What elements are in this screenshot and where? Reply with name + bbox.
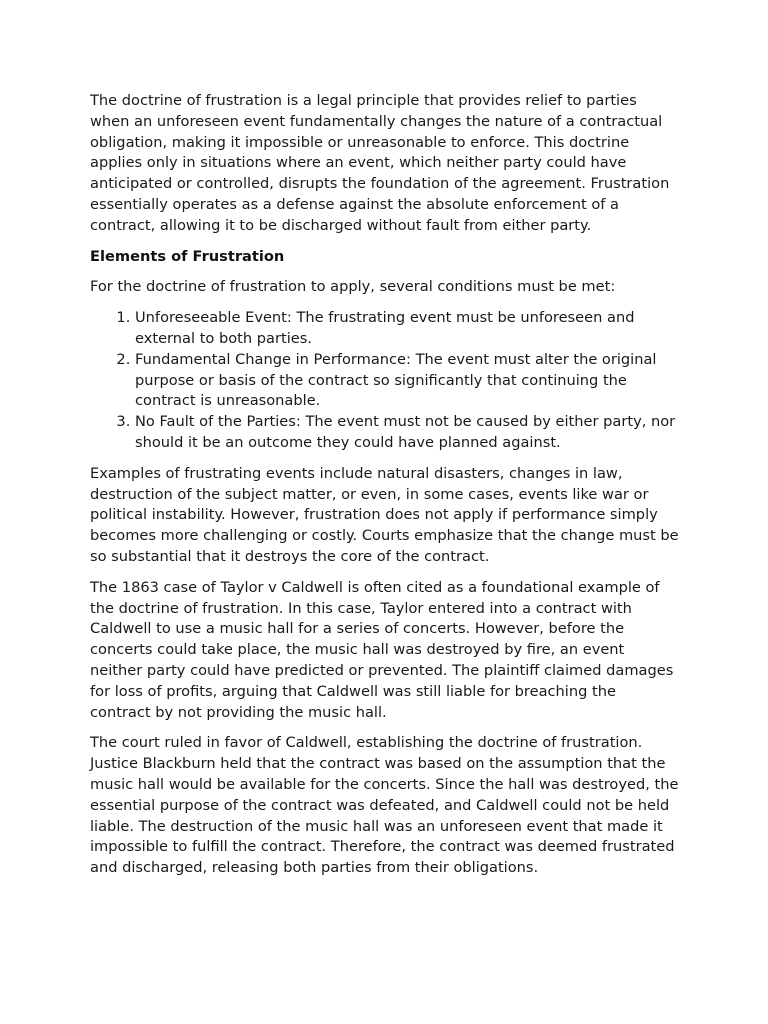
- list-item: 3. No Fault of the Parties: The event must not be caused by either party, nor should it be an outcome they could have planned against.: [135, 412, 680, 454]
- list-item: 2. Fundamental Change in Performance: The event must alter the original purpose or basis of the contract so significantly that continuing the contract is unreasonable.: [135, 350, 680, 412]
- intro-paragraph: The doctrine of frustration is a legal principle that provides relief to parties when an unforeseen event fundamentally changes the nature of a contractual obligation, making it impossible or unreasonable to enforce. This doctrine applies only in situations where an event, which neither party could have anticipated or controlled, disrupts the foundation of the agreement. Frustration essentially operates as a defense against the absolute enforcement of a contract, allowing it to be discharged without fault from either party.: [90, 92, 670, 234]
- case-paragraph: The 1863 case of Taylor v Caldwell is often cited as a foundational example of the doctrine of frustration. In this case, Taylor entered into a contract with Caldwell to use a music hall for a series of concerts. However, before the concerts could take place, the music hall was destroyed by fire, an event neither party could have predicted or prevented. The plaintiff claimed damages for loss of profits, arguing that Caldwell was still liable for breaching the contract by not providing the music hall.: [90, 578, 674, 721]
- section-heading: Elements of Frustration: [90, 247, 285, 265]
- conditions-list: [90, 308, 680, 454]
- ruling-paragraph: The court ruled in favor of Caldwell, establishing the doctrine of frustration. Justice Blackburn held that the contract was based on the assumption that the music hall would be available for the concerts. Since the hall was destroyed, the essential purpose of the contract was defeated, and Caldwell could not be held liable. The destruction of the music hall was an unforeseen event that made it impossible to fulfill the contract. Therefore, the contract was deemed frustrated and discharged, releasing both parties from their obligations.: [90, 734, 679, 877]
- list-item: 1. Unforeseeable Event: The frustrating event must be unforeseen and external to both parties.: [135, 308, 680, 350]
- list-intro-paragraph: For the doctrine of frustration to apply, several conditions must be met:: [90, 278, 616, 296]
- document-page: [90, 91, 680, 889]
- examples-paragraph: Examples of frustrating events include natural disasters, changes in law, destruction of the subject matter, or even, in some cases, events like war or political instability. However, frustration does not apply if performance simply becomes more challenging or costly. Courts emphasize that the change must be so substantial that it destroys the core of the contract.: [90, 464, 679, 565]
